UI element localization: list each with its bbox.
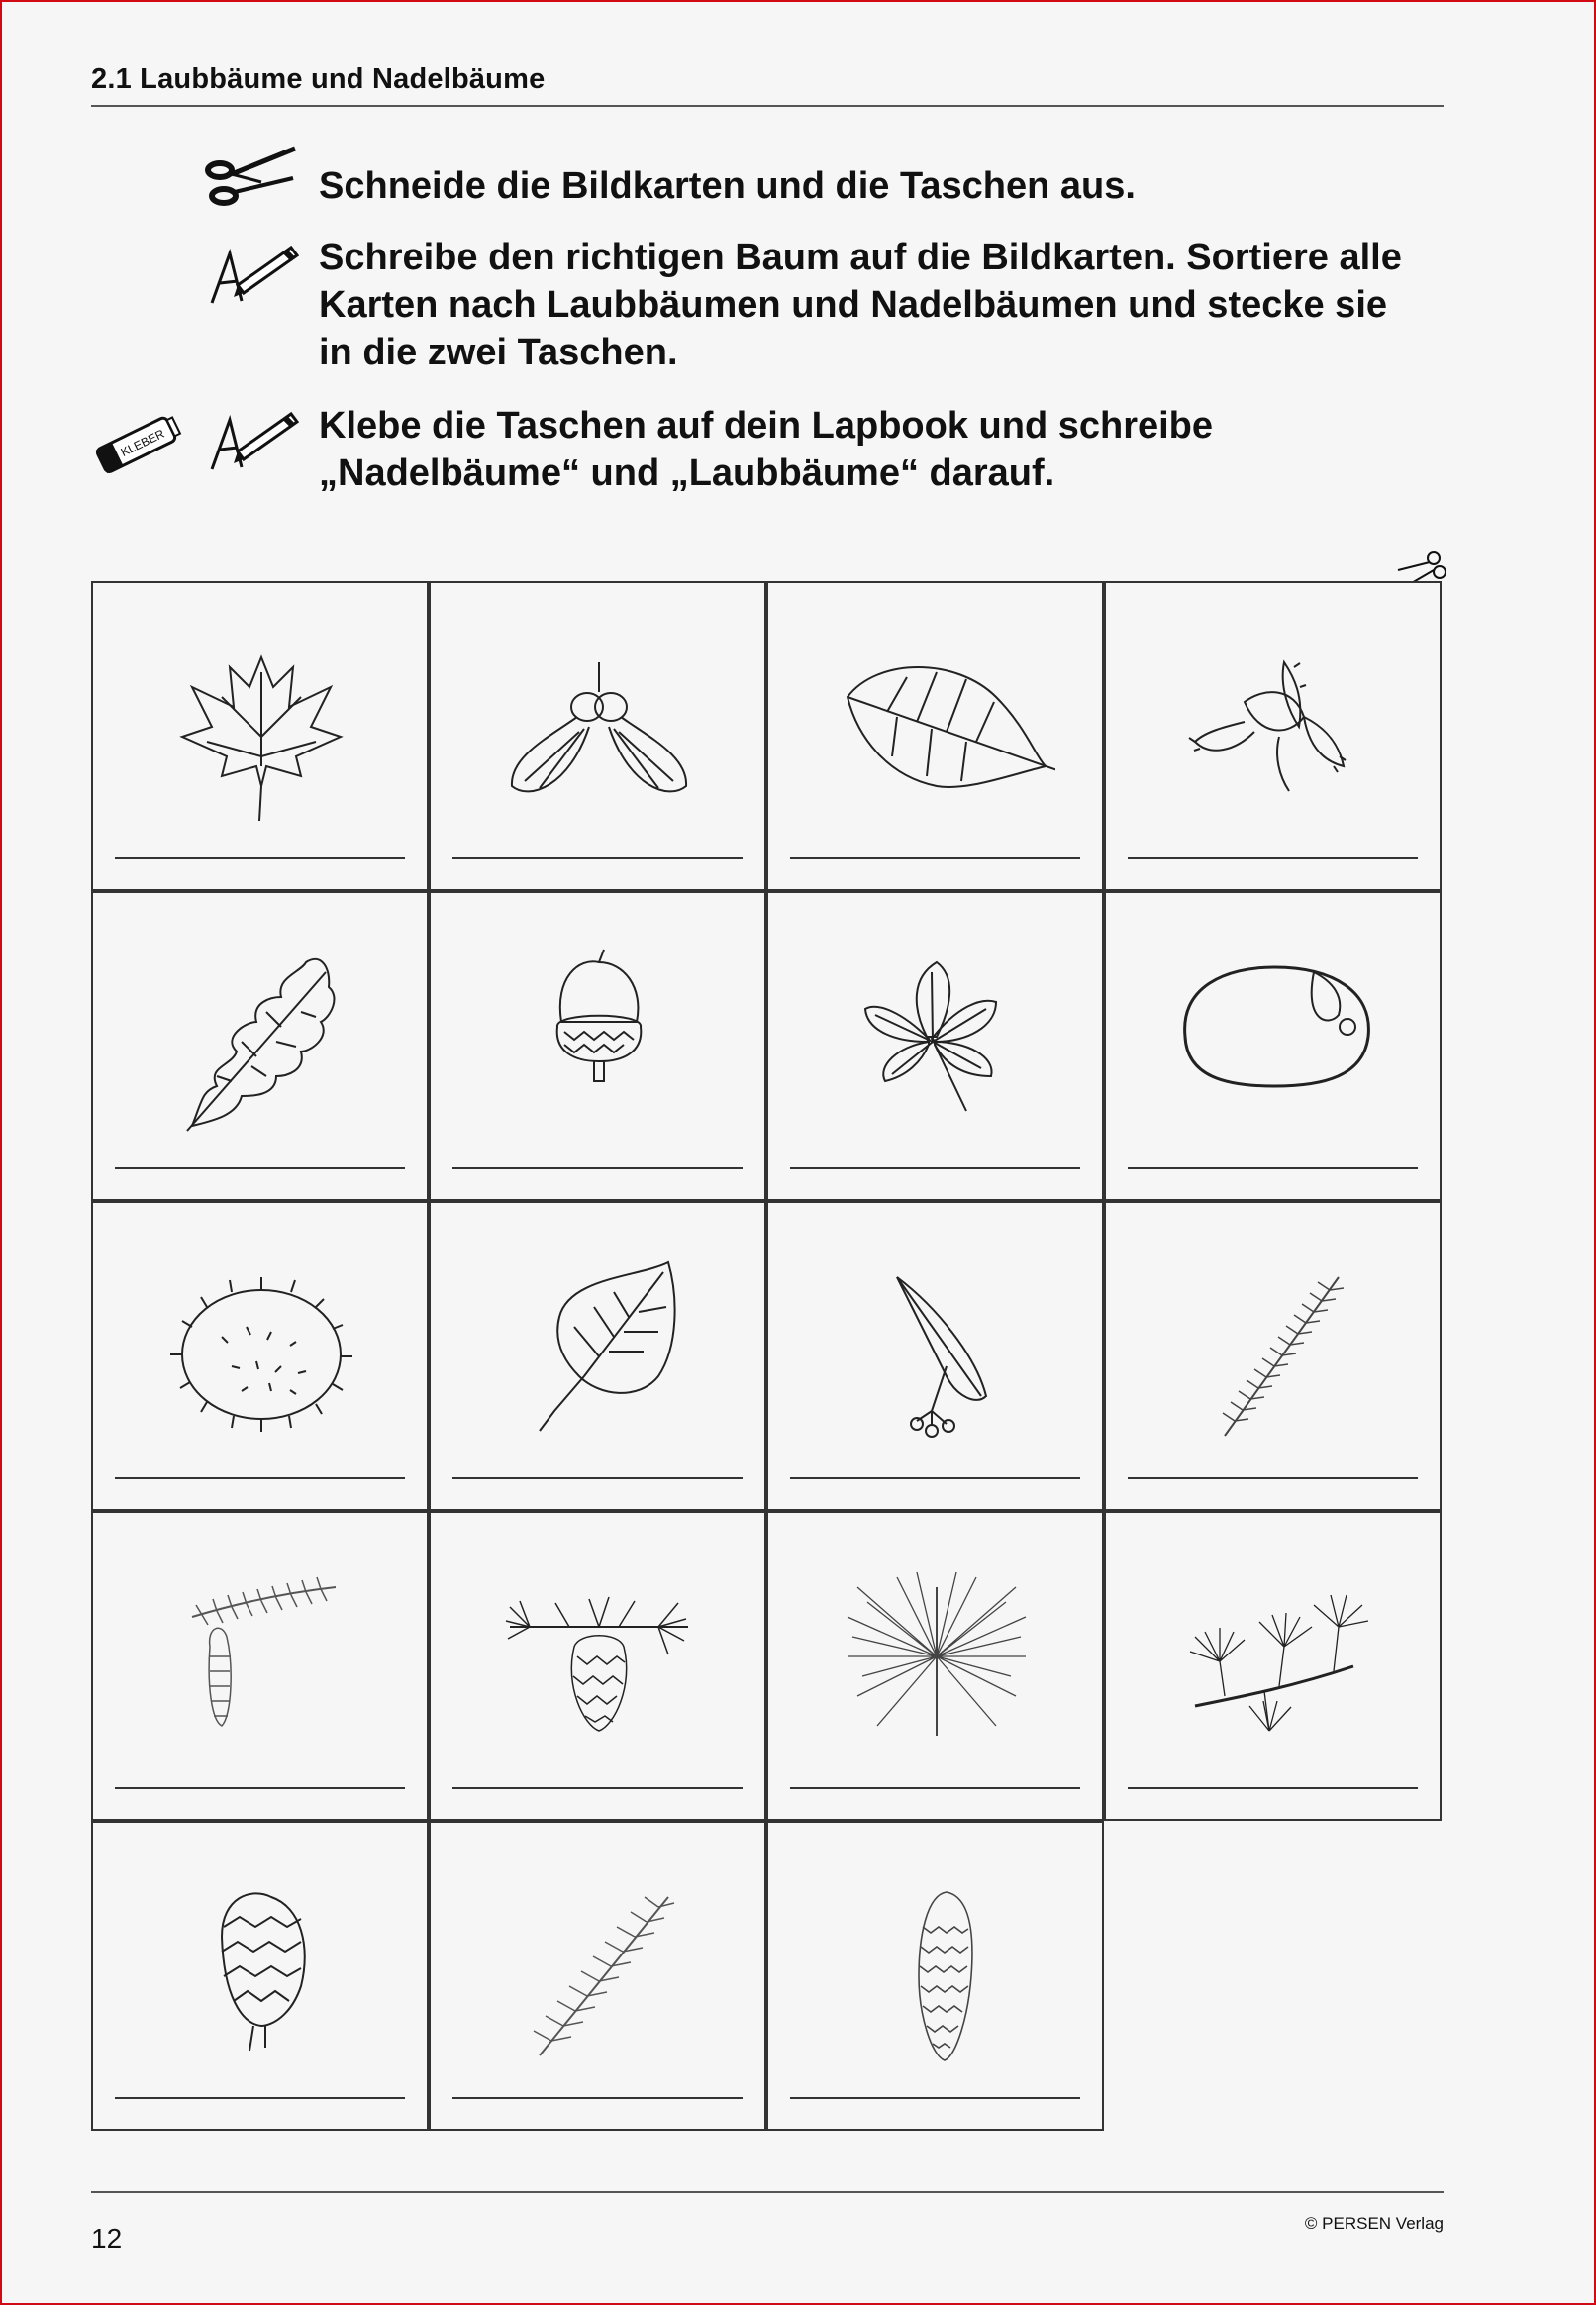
fir-twig-icon: [500, 1857, 698, 2065]
card-maple-seed[interactable]: [429, 581, 766, 891]
card-chestnut-leaf[interactable]: [766, 891, 1104, 1201]
pine-needles-icon: [838, 1548, 1036, 1755]
chestnut-icon: [1175, 928, 1373, 1136]
answer-line[interactable]: [790, 1167, 1080, 1169]
answer-line[interactable]: [452, 1477, 743, 1479]
answer-line[interactable]: [1128, 857, 1418, 859]
card-pine-twig-with-cone[interactable]: [429, 1511, 766, 1821]
copyright: © PERSEN Verlag: [1304, 2214, 1444, 2233]
answer-line[interactable]: [115, 857, 405, 859]
card-pine-cone[interactable]: [91, 1821, 429, 2131]
larch-twig-icon: [1175, 1548, 1373, 1755]
maple-seed-icon: [500, 618, 698, 826]
answer-line[interactable]: [452, 1787, 743, 1789]
answer-line[interactable]: [115, 2097, 405, 2099]
card-spruce-twig[interactable]: [1104, 1201, 1442, 1511]
pine-twig-with-cone-icon: [500, 1548, 698, 1755]
answer-line[interactable]: [1128, 1167, 1418, 1169]
card-larch-twig[interactable]: [1104, 1511, 1442, 1821]
cut-scissors-icon: [1396, 547, 1446, 584]
beechnut-icon: [1175, 618, 1373, 826]
answer-line[interactable]: [790, 857, 1080, 859]
card-beech-leaf[interactable]: [766, 581, 1104, 891]
instruction-line: Schreibe den richtigen Baum auf die Bildkarten. Sortiere alle: [319, 237, 1402, 278]
answer-line[interactable]: [115, 1787, 405, 1789]
instruction-cut: [319, 162, 1457, 210]
answer-line[interactable]: [115, 1477, 405, 1479]
instruction-line: „Nadelbäume“ und „Laubbäume“ darauf.: [319, 452, 1055, 494]
page-number: 12: [91, 2223, 123, 2254]
instruction-glue: [319, 402, 1457, 497]
chestnut-leaf-icon: [838, 928, 1036, 1136]
answer-line[interactable]: [790, 2097, 1080, 2099]
birch-leaf-icon: [500, 1238, 698, 1446]
pine-cone-icon: [162, 1857, 360, 2065]
answer-line[interactable]: [452, 2097, 743, 2099]
card-spruce-cone[interactable]: [766, 1821, 1104, 2131]
spruce-twig-icon: [1175, 1238, 1373, 1446]
instruction-line: Schneide die Bildkarten und die Taschen aus.: [319, 165, 1136, 207]
answer-line[interactable]: [1128, 1477, 1418, 1479]
pencil-writing-icon: [208, 242, 299, 307]
chestnut-husk-icon: [162, 1238, 360, 1446]
instruction-write: [319, 234, 1457, 376]
scissors-icon: [202, 143, 297, 218]
answer-line[interactable]: [790, 1477, 1080, 1479]
maple-leaf-icon: [162, 618, 360, 826]
oak-leaf-icon: [162, 928, 360, 1136]
card-chestnut[interactable]: [1104, 891, 1442, 1201]
answer-line[interactable]: [452, 857, 743, 859]
acorn-icon: [500, 928, 698, 1136]
card-spruce-twig-with-cone[interactable]: [91, 1511, 429, 1821]
answer-line[interactable]: [452, 1167, 743, 1169]
pencil-writing-icon: [208, 408, 299, 473]
header-divider: [91, 105, 1444, 107]
card-pine-needles[interactable]: [766, 1511, 1104, 1821]
answer-line[interactable]: [115, 1167, 405, 1169]
card-linden-bract[interactable]: [766, 1201, 1104, 1511]
glue-stick-icon: [91, 406, 182, 481]
card-maple-leaf[interactable]: [91, 581, 429, 891]
page-title: 2.1 Laubbäume und Nadelbäume: [91, 63, 546, 95]
card-fir-twig[interactable]: [429, 1821, 766, 2131]
instruction-line: Karten nach Laubbäumen und Nadelbäumen und stecke sie: [319, 284, 1388, 326]
glue-stick-label: KLEBER: [118, 426, 167, 459]
card-acorn[interactable]: [429, 891, 766, 1201]
beech-leaf-icon: [838, 618, 1055, 826]
answer-line[interactable]: [1128, 1787, 1418, 1789]
card-birch-leaf[interactable]: [429, 1201, 766, 1511]
card-chestnut-husk[interactable]: [91, 1201, 429, 1511]
spruce-twig-with-cone-icon: [162, 1548, 360, 1755]
spruce-cone-icon: [838, 1857, 1036, 2065]
linden-bract-icon: [838, 1238, 1036, 1446]
instruction-line: in die zwei Taschen.: [319, 332, 678, 373]
instruction-line: Klebe die Taschen auf dein Lapbook und schreibe: [319, 405, 1214, 447]
answer-line[interactable]: [790, 1787, 1080, 1789]
footer-divider: [91, 2191, 1444, 2193]
card-beechnut[interactable]: [1104, 581, 1442, 891]
card-oak-leaf[interactable]: [91, 891, 429, 1201]
